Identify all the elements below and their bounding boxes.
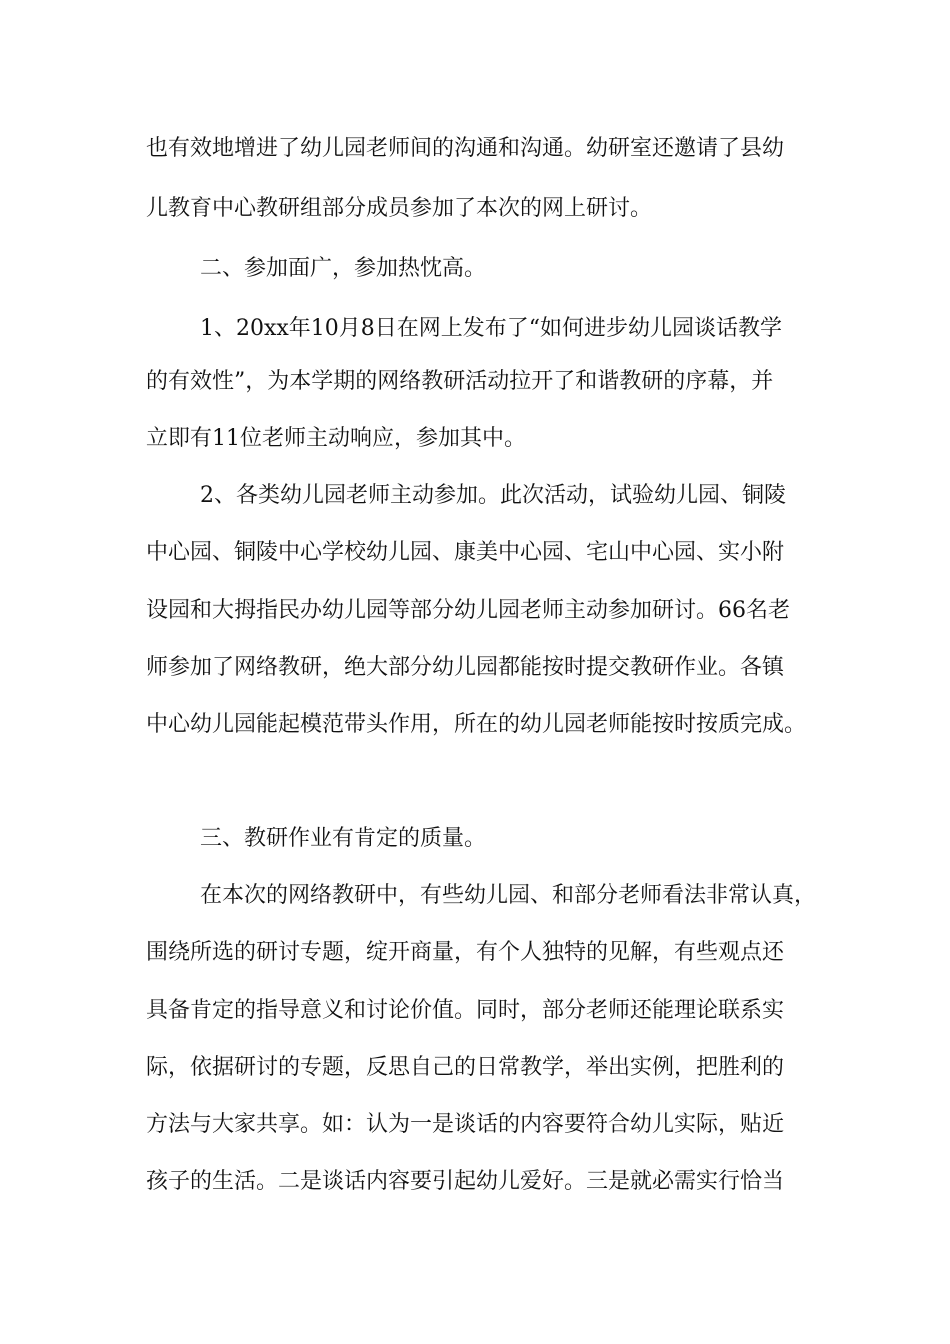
text-line: 立即有11位老师主动响应，参加其中。 <box>146 426 526 451</box>
text-line: 孩子的生活。二是谈话内容要引起幼儿爱好。三是就必需实行恰当 <box>146 1169 785 1194</box>
section-heading-2: 二、参加面广，参加热忱高。 <box>200 256 487 281</box>
text-line: 中心园、铜陵中心学校幼儿园、康美中心园、宅山中心园、实小附 <box>146 540 785 565</box>
text-line: 方法与大家共享。如：认为一是谈话的内容要符合幼儿实际，贴近 <box>146 1112 785 1137</box>
text-line: 也有效地增进了幼儿园老师间的沟通和沟通。幼研室还邀请了县幼 <box>146 136 785 161</box>
text-line: 儿教育中心教研组部分成员参加了本次的网上研讨。 <box>146 196 653 221</box>
text-line: 中心幼儿园能起模范带头作用，所在的幼儿园老师能按时按质完成。 <box>146 712 807 737</box>
text-line: 的有效性”，为本学期的网络教研活动拉开了和谐教研的序幕，并 <box>146 369 774 394</box>
text-line: 1、20xx年10月8日在网上发布了“如何进步幼儿园谈话教学 <box>200 316 783 341</box>
text-line: 2、各类幼儿园老师主动参加。此次活动，试验幼儿园、铜陵 <box>200 483 786 508</box>
text-line: 具备肯定的指导意义和讨论价值。同时，部分老师还能理论联系实 <box>146 998 785 1023</box>
text-line: 设园和大拇指民办幼儿园等部分幼儿园老师主动参加研讨。66名老 <box>146 598 790 623</box>
text-line: 际，依据研讨的专题，反思自己的日常教学，举出实例，把胜利的 <box>146 1055 785 1080</box>
text-line: 在本次的网络教研中，有些幼儿园、和部分老师看法非常认真， <box>200 883 817 908</box>
text-line: 围绕所选的研讨专题，绽开商量，有个人独特的见解，有些观点还 <box>146 940 785 965</box>
section-heading-3: 三、教研作业有肯定的质量。 <box>200 826 487 851</box>
text-line: 师参加了网络教研，绝大部分幼儿园都能按时提交教研作业。各镇 <box>146 655 785 680</box>
